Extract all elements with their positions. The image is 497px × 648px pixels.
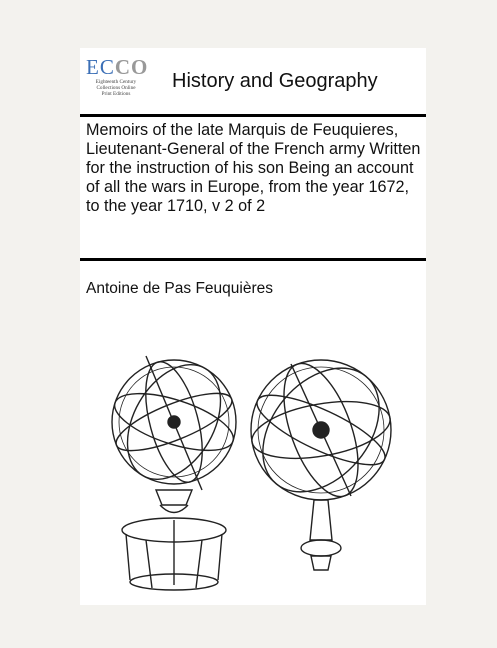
header-rule	[80, 114, 426, 117]
logo-mark: ECCO	[86, 55, 149, 79]
illustration-svg	[86, 330, 408, 600]
category-label: History and Geography	[172, 70, 378, 92]
ecco-logo	[86, 51, 149, 111]
logo-line-2: Collections Online	[96, 85, 136, 91]
book-title: Memoirs of the late Marquis de Feuquieres, Lieutenant-General of the French army Written for the instruction of his son Being an account of all the wars in Europe, from the year 1672, to the year 1710, v 2 of 2	[86, 121, 421, 215]
logo-line-1: Eighteenth Century	[95, 79, 137, 85]
armillary-sphere-icon	[108, 348, 240, 590]
title-rule	[80, 258, 426, 261]
book-author: Antoine de Pas Feuquières	[86, 280, 273, 297]
cover-header	[80, 48, 426, 114]
armillary-sphere-icon	[239, 346, 403, 570]
cover-illustration	[86, 330, 408, 600]
logo-line-3: Print Editions	[101, 91, 131, 97]
